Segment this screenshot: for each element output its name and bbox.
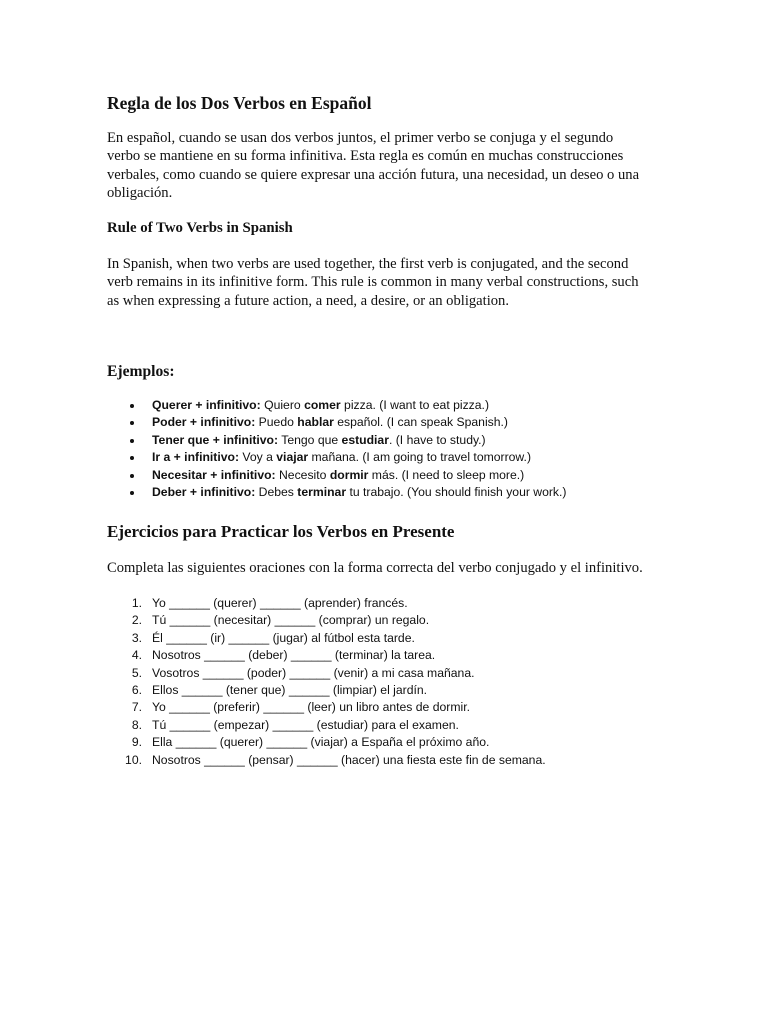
example-item xyxy=(130,449,566,466)
bullet-icon xyxy=(130,491,134,495)
exercise-item xyxy=(120,647,546,664)
exercise-number: 10. xyxy=(125,752,142,767)
exercises-intro: Completa las siguientes oraciones con la forma correcta del verbo conjugado y el infinitivo. xyxy=(107,560,643,576)
example-text: Quiero xyxy=(260,398,305,412)
exercise-item xyxy=(120,682,546,699)
paragraph-line: verbo se mantiene en su forma infinitiva. Esta regla es común en muchas construcciones xyxy=(107,148,624,165)
heading-spanish: Regla de los Dos Verbos en Español xyxy=(107,93,372,113)
exercise-item xyxy=(120,665,546,682)
example-verb: hablar xyxy=(297,415,334,430)
example-text: Necesito xyxy=(275,467,330,482)
exercise-item xyxy=(120,630,546,647)
bullet-icon xyxy=(130,456,134,460)
example-verb: terminar xyxy=(297,485,347,500)
exercise-text: Ellos ______ (tener que) ______ (limpiar) el jardín. xyxy=(152,683,428,698)
exercise-text: Tú ______ (empezar) ______ (estudiar) para el examen. xyxy=(152,717,459,732)
exercise-text: Vosotros ______ (poder) ______ (venir) a mi casa mañana. xyxy=(152,665,475,680)
exercises-heading: Ejercicios para Practicar los Verbos en Presente xyxy=(107,522,455,541)
exercise-item xyxy=(120,612,546,629)
example-text: tu trabajo. (You should finish your work.) xyxy=(346,485,567,500)
example-text: mañana. (I am going to travel tomorrow.) xyxy=(308,450,531,465)
exercise-item xyxy=(120,699,546,716)
example-text: Tengo que xyxy=(278,432,342,447)
example-rule: Tener que + infinitivo: xyxy=(152,432,279,447)
example-text: Puedo xyxy=(255,415,298,430)
example-verb: dormir xyxy=(329,467,369,482)
exercise-number: 6. xyxy=(131,683,142,698)
exercise-item xyxy=(120,595,546,612)
paragraph-line: as when expressing a future action, a need, a desire, or an obligation. xyxy=(107,292,509,309)
exercises-list xyxy=(120,595,546,769)
example-text: español. (I can speak Spanish.) xyxy=(333,415,508,430)
exercise-number: 5. xyxy=(131,665,142,680)
exercise-text: Él ______ (ir) ______ (jugar) al fútbol esta tarde. xyxy=(152,630,415,645)
paragraph-line: verbales, como cuando se quiere expresar una acción futura, una necesidad, un deseo o una xyxy=(107,166,640,183)
example-item xyxy=(130,397,566,414)
bullet-icon xyxy=(130,474,134,478)
paragraph-line: En español, cuando se usan dos verbos juntos, el primer verbo se conjuga y el segundo xyxy=(107,130,614,146)
paragraph-line: In Spanish, when two verbs are used together, the first verb is conjugated, and the second xyxy=(107,256,629,272)
exercise-number: 7. xyxy=(131,700,142,715)
example-rule: Querer + infinitivo: xyxy=(152,398,261,412)
bullet-icon xyxy=(130,439,134,443)
paragraph-spanish xyxy=(107,129,667,202)
example-text: Debes xyxy=(255,485,298,500)
example-text: pizza. (I want to eat pizza.) xyxy=(340,398,490,412)
paragraph-line: verb remains in its infinitive form. This rule is common in many verbal constructions, such xyxy=(107,274,639,291)
exercise-number: 8. xyxy=(131,717,142,732)
example-item xyxy=(130,414,566,431)
exercise-number: 3. xyxy=(131,630,142,645)
exercise-number: 1. xyxy=(131,596,142,610)
exercise-text: Yo ______ (querer) ______ (aprender) francés. xyxy=(152,596,408,610)
examples-heading: Ejemplos: xyxy=(107,363,175,380)
example-item xyxy=(130,432,566,449)
example-rule: Poder + infinitivo: xyxy=(152,415,256,430)
example-text: . (I have to study.) xyxy=(388,432,486,447)
example-verb: estudiar xyxy=(341,432,389,447)
example-text: más. (I need to sleep more.) xyxy=(368,467,525,482)
example-rule: Deber + infinitivo: xyxy=(152,485,256,500)
exercise-text: Nosotros ______ (deber) ______ (terminar) la tarea. xyxy=(152,648,436,663)
example-rule: Necesitar + infinitivo: xyxy=(152,467,276,482)
bullet-icon xyxy=(130,404,134,408)
bullet-icon xyxy=(130,421,134,425)
exercise-text: Tú ______ (necesitar) ______ (comprar) un regalo. xyxy=(152,613,430,628)
example-item xyxy=(130,467,566,484)
exercise-item xyxy=(120,752,546,769)
exercise-number: 4. xyxy=(131,648,142,663)
exercise-text: Ella ______ (querer) ______ (viajar) a España el próximo año. xyxy=(152,735,490,750)
paragraph-line: obligación. xyxy=(107,184,173,201)
example-rule: Ir a + infinitivo: xyxy=(152,450,240,465)
heading-english: Rule of Two Verbs in Spanish xyxy=(107,220,293,236)
examples-list xyxy=(130,397,566,501)
exercise-number: 2. xyxy=(131,613,142,628)
example-text: Voy a xyxy=(239,450,277,465)
exercise-text: Nosotros ______ (pensar) ______ (hacer) una fiesta este fin de semana. xyxy=(152,752,546,767)
exercise-item xyxy=(120,734,546,751)
exercise-text: Yo ______ (preferir) ______ (leer) un libro antes de dormir. xyxy=(152,700,470,715)
exercise-number: 9. xyxy=(131,735,142,750)
example-item xyxy=(130,484,566,501)
exercise-item xyxy=(120,717,546,734)
example-verb: comer xyxy=(304,398,341,412)
paragraph-english xyxy=(107,255,667,310)
example-verb: viajar xyxy=(276,450,309,465)
